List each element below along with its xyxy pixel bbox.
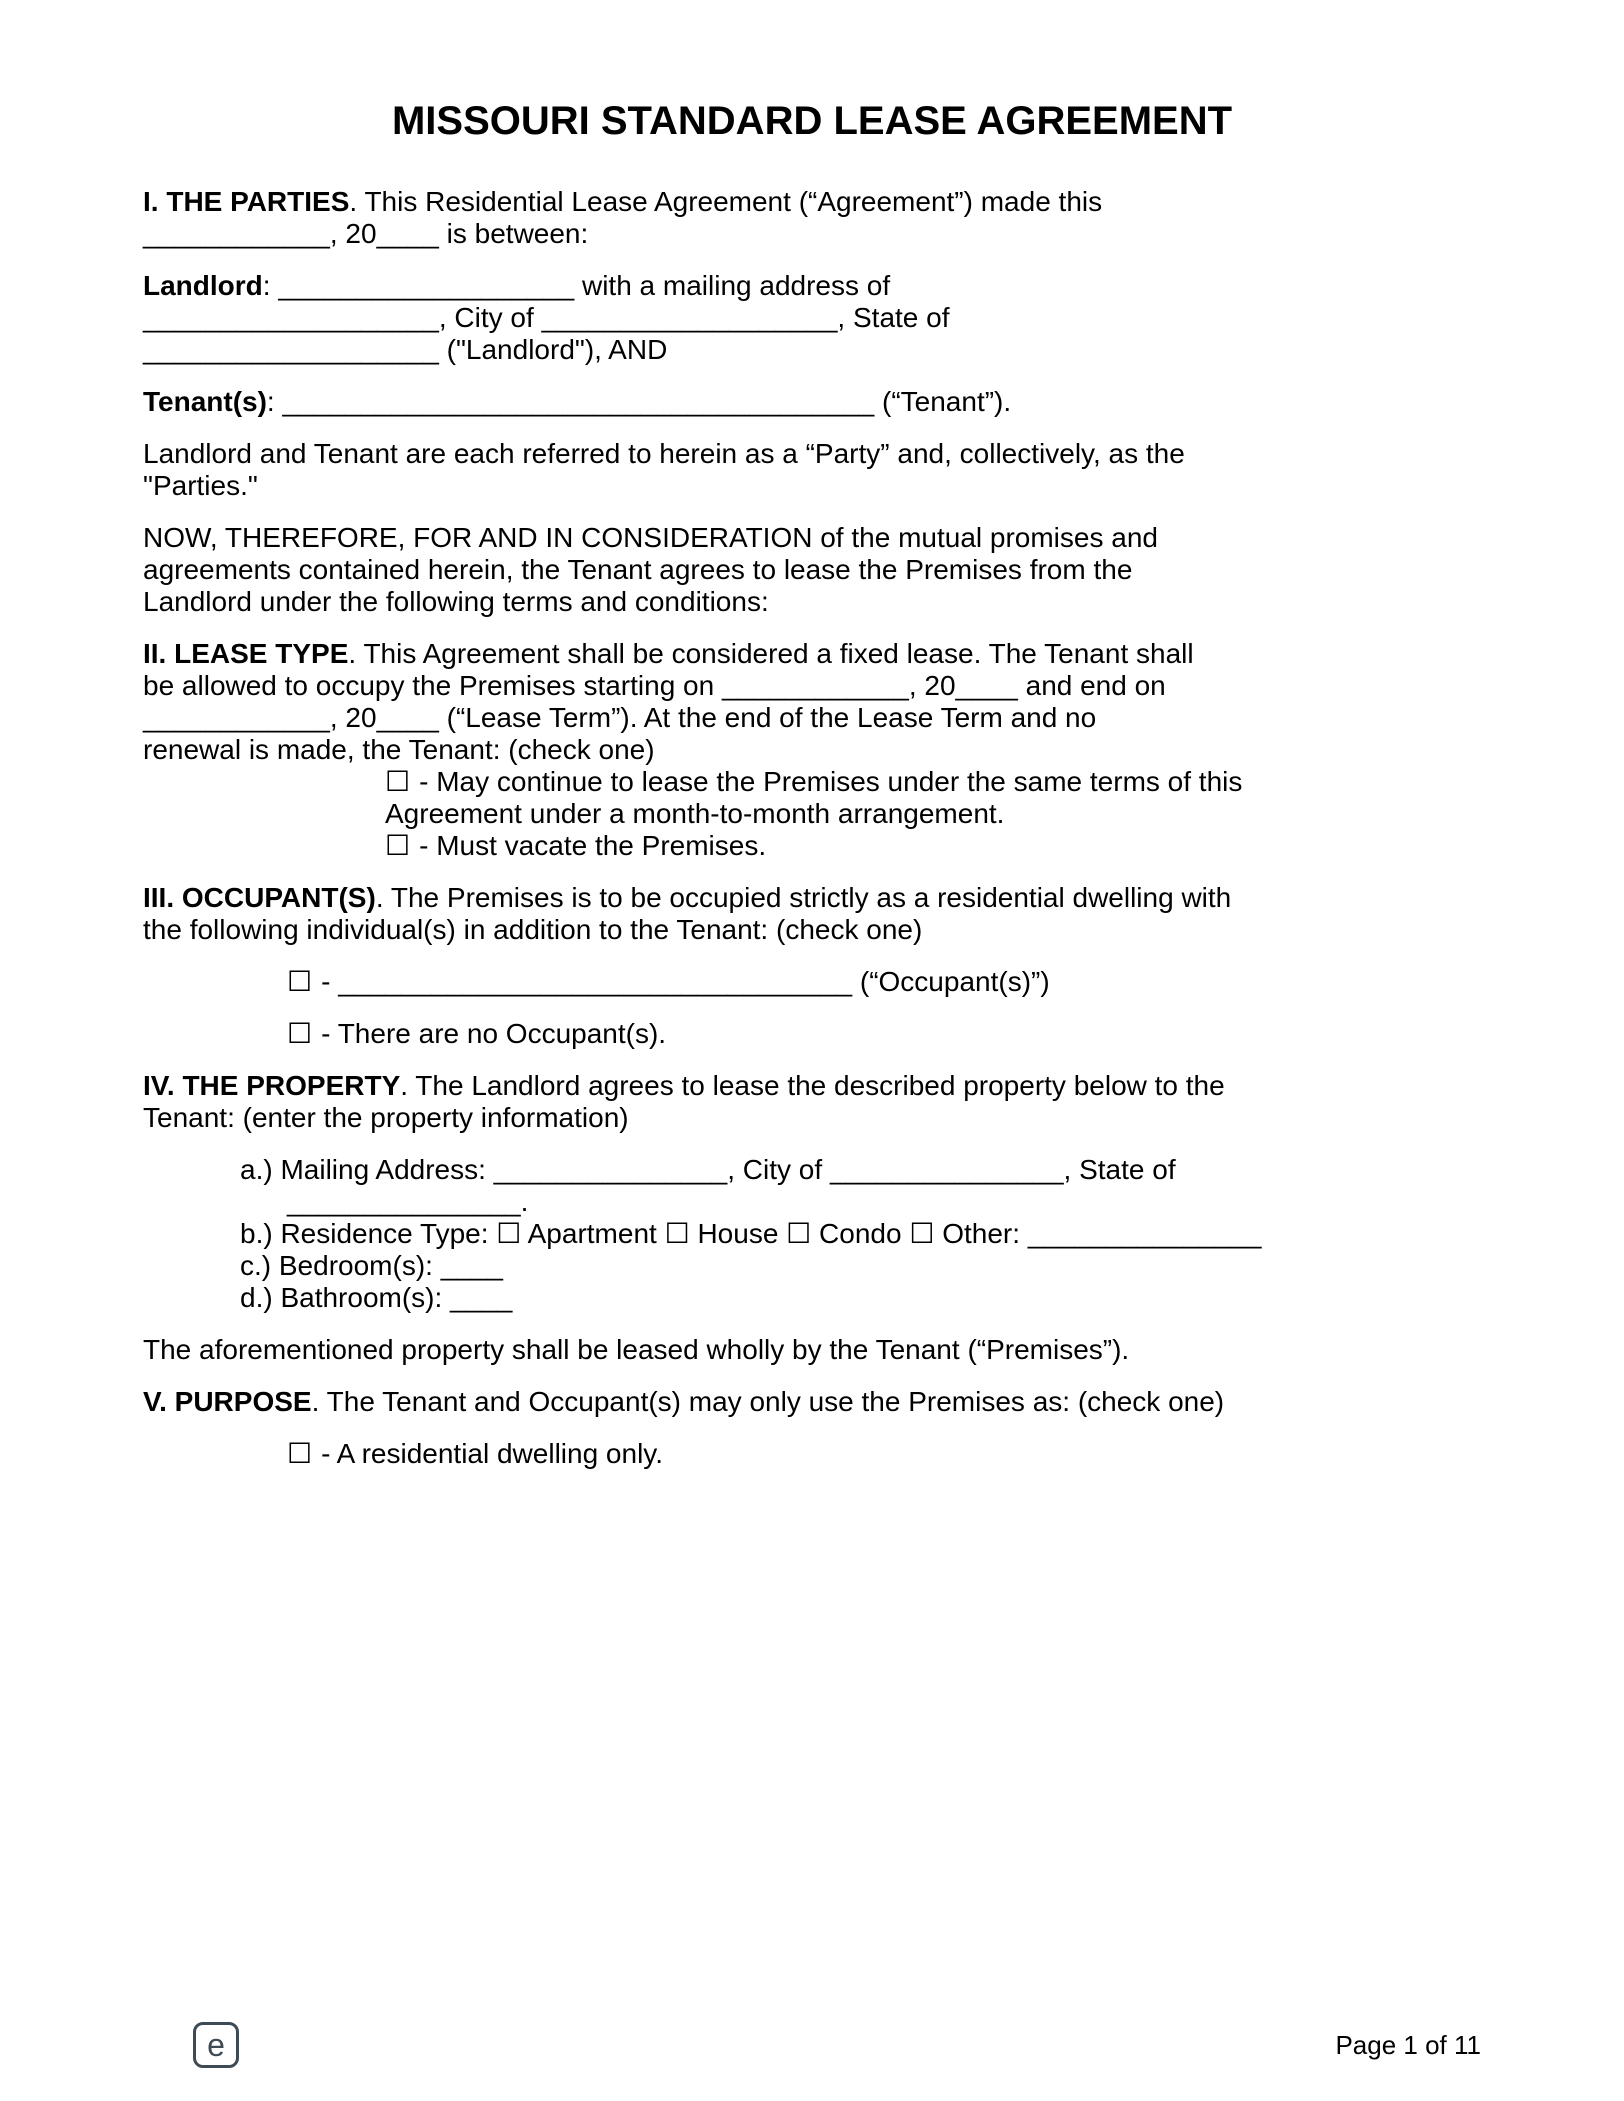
reference-line-1 [143,438,1481,470]
parties-heading: I. THE PARTIES [143,186,350,217]
page-number: Page 1 of 11 [1335,2030,1481,2060]
parties-reference-clause [143,438,1481,502]
occupants-option-1-line [287,966,1481,998]
premises-note [143,1334,1481,1366]
lease-start-blank: be allowed to occupy the Premises starting on ____________, 20____ and end on [143,670,1166,701]
property-heading: IV. THE PROPERTY [143,1070,401,1101]
reference-line-2 [143,470,1481,502]
landlord-address-blanks: ___________________, City of ___________________, State of [143,302,950,333]
reference-text-2: "Parties." [143,470,258,501]
lease-type-line-3 [143,702,1481,734]
property-line-2 [143,1102,1481,1134]
landlord-state-blank: ___________________ ("Landlord"), AND [143,334,668,365]
premises-note-text: The aforementioned property shall be leased wholly by the Tenant (“Premises”). [143,1334,1130,1365]
lease-type-heading: II. LEASE TYPE [143,638,349,669]
bathrooms-blank: d.) Bathroom(s): ____ [240,1282,513,1313]
lease-option-vacate [143,830,1481,862]
occupants-option-2-text: - There are no Occupant(s). [321,1018,667,1049]
tenant-line [143,386,1481,418]
document-title: MISSOURI STANDARD LEASE AGREEMENT [391,99,1233,143]
lease-type-line-2 [143,670,1481,702]
section-occupants [143,882,1481,946]
property-item-residence-type [143,1218,1481,1250]
section-lease-type [143,638,1481,862]
consideration-line-3 [143,586,1481,618]
tenant-clause [143,386,1481,418]
page-footer [143,2022,1481,2068]
property-detail-list [143,1154,1481,1314]
occupants-names-blank: - _________________________________ (“Occupant(s)”) [321,966,1050,997]
tenant-name-blank: : ______________________________________ (“Tenant”). [266,386,1012,417]
landlord-line-1 [143,270,1481,302]
parties-line-1 [143,186,1481,218]
property-line-1 [143,1070,1481,1102]
eforms-logo [193,2022,239,2068]
consideration-clause [143,522,1481,618]
purpose-line-1 [143,1386,1481,1418]
landlord-line-3 [143,334,1481,366]
property-text-1: . The Landlord agrees to lease the described property below to the [400,1070,1225,1101]
agreement-date-blank: ____________, 20____ is between: [143,218,589,249]
reference-text-1: Landlord and Tenant are each referred to herein as a “Party” and, collectively, as the [143,438,1185,469]
purpose-option-1-text: - A residential dwelling only. [321,1438,664,1469]
parties-intro-text: . This Residential Lease Agreement (“Agreement”) made this [349,186,1103,217]
checkbox-icon: ☐ [287,1438,313,1469]
landlord-label: Landlord [143,270,263,301]
property-item-mailing-address-cont [143,1186,1481,1218]
section-property [143,1070,1481,1134]
lease-option-1-text: - May continue to lease the Premises under the same terms of this [419,766,1243,797]
property-text-2: Tenant: (enter the property information) [143,1102,629,1133]
mailing-address-blanks: a.) Mailing Address: _______________, City of _______________, State of [240,1154,1176,1185]
purpose-option-1-line [287,1438,1481,1470]
occupants-text-1: . The Premises is to be occupied strictly as a residential dwelling with [375,882,1232,913]
lease-type-text-4: renewal is made, the Tenant: (check one) [143,734,655,765]
consideration-line-2 [143,554,1481,586]
residence-type-checkboxes: b.) Residence Type: ☐ Apartment ☐ House ☐ Condo ☐ Other: _______________ [240,1218,1262,1249]
lease-option-month-to-month-cont [143,798,1481,830]
bedrooms-blank: c.) Bedroom(s): ____ [240,1250,503,1281]
lease-option-2-text: - Must vacate the Premises. [419,830,767,861]
purpose-heading: V. PURPOSE [143,1386,312,1417]
checkbox-icon: ☐ [287,1018,313,1049]
eforms-logo-letter: e [207,2027,225,2063]
occupants-line-1 [143,882,1481,914]
consideration-text-1: NOW, THEREFORE, FOR AND IN CONSIDERATION of the mutual promises and [143,522,1158,553]
property-item-bathrooms [143,1282,1481,1314]
lease-end-blank: ____________, 20____ (“Lease Term”). At the end of the Lease Term and no [143,702,1097,733]
lease-type-line-4 [143,734,1481,766]
mailing-state-blank: _______________. [287,1186,529,1217]
consideration-text-3: Landlord under the following terms and conditions: [143,586,769,617]
checkbox-icon: ☐ [287,966,313,997]
landlord-clause [143,270,1481,366]
occupants-option-2-line [287,1018,1481,1050]
checkbox-icon: ☐ [385,830,411,861]
lease-type-line-1 [143,638,1481,670]
lease-option-month-to-month [143,766,1481,798]
premises-note-line [143,1334,1481,1366]
occupants-option-named [143,966,1481,998]
lease-type-text-1: . This Agreement shall be considered a fixed lease. The Tenant shall [348,638,1194,669]
occupants-text-2: the following individual(s) in addition to the Tenant: (check one) [143,914,923,945]
purpose-option-residential [143,1438,1481,1470]
landlord-line-2 [143,302,1481,334]
section-purpose [143,1386,1481,1418]
purpose-text-1: . The Tenant and Occupant(s) may only use the Premises as: (check one) [311,1386,1225,1417]
lease-option-1-text-cont: Agreement under a month-to-month arrangement. [385,798,1005,829]
occupants-line-2 [143,914,1481,946]
consideration-text-2: agreements contained herein, the Tenant agrees to lease the Premises from the [143,554,1133,585]
property-item-mailing-address [143,1154,1481,1186]
property-item-bedrooms [143,1250,1481,1282]
consideration-line-1 [143,522,1481,554]
occupants-option-none [143,1018,1481,1050]
parties-line-2 [143,218,1481,250]
section-parties-intro [143,186,1481,250]
occupants-heading: III. OCCUPANT(S) [143,882,376,913]
tenant-label: Tenant(s) [143,386,267,417]
landlord-name-blank: : ___________________ with a mailing address of [262,270,891,301]
checkbox-icon: ☐ [385,766,411,797]
